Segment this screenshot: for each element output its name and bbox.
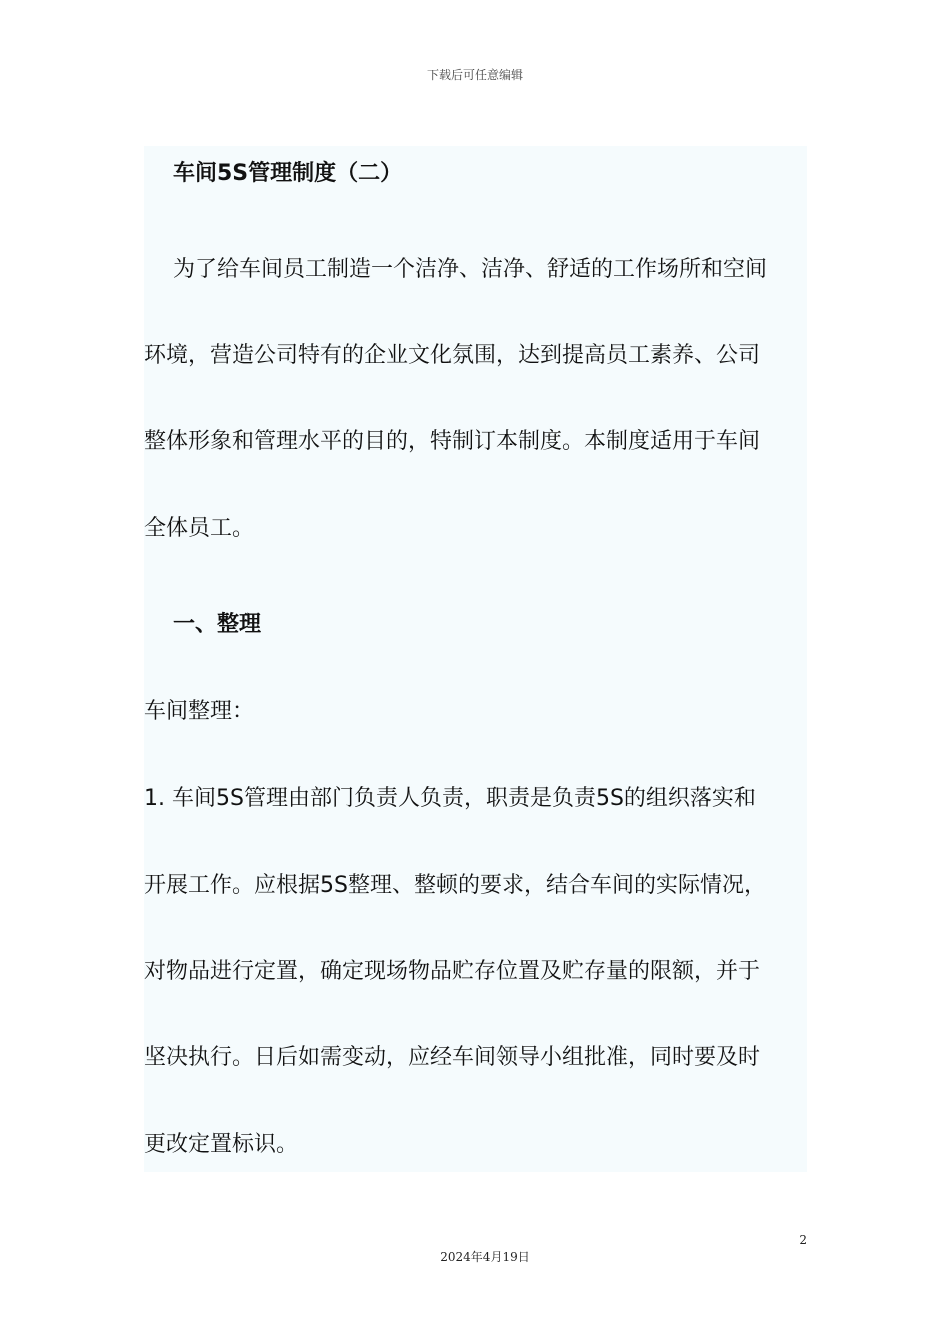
item1-line-2: 开展工作。应根据5S整理、整顿的要求，结合车间的实际情况， <box>144 873 766 898</box>
section-heading: 一、整理 <box>173 612 262 637</box>
item1-line-5: 更改定置标识。 <box>144 1132 299 1157</box>
intro-line-3: 整体形象和管理水平的目的，特制订本制度。本制度适用于车间 <box>144 429 761 454</box>
page-header: 下载后可任意编辑 <box>426 68 523 82</box>
footer-date: 2024年4月19日 <box>440 1250 530 1264</box>
intro-line-1: 为了给车间员工制造一个洁净、洁净、舒适的工作场所和空间 <box>173 257 768 282</box>
document-body <box>144 146 807 1172</box>
intro-line-2: 环境，营造公司特有的企业文化氛围，达到提高员工素养、公司 <box>144 343 761 368</box>
item1-line-4: 坚决执行。日后如需变动，应经车间领导小组批准，同时要及时 <box>144 1045 761 1070</box>
section-subheading: 车间整理： <box>144 699 255 724</box>
page-number: 2 <box>799 1233 807 1247</box>
item1-line-1: 1. 车间5S管理由部门负责人负责，职责是负责5S的组织落实和 <box>144 786 756 811</box>
item1-line-3: 对物品进行定置，确定现场物品贮存位置及贮存量的限额，并于 <box>144 959 761 984</box>
document-title: 车间5S管理制度（二） <box>173 161 403 186</box>
intro-line-4: 全体员工。 <box>144 516 255 541</box>
